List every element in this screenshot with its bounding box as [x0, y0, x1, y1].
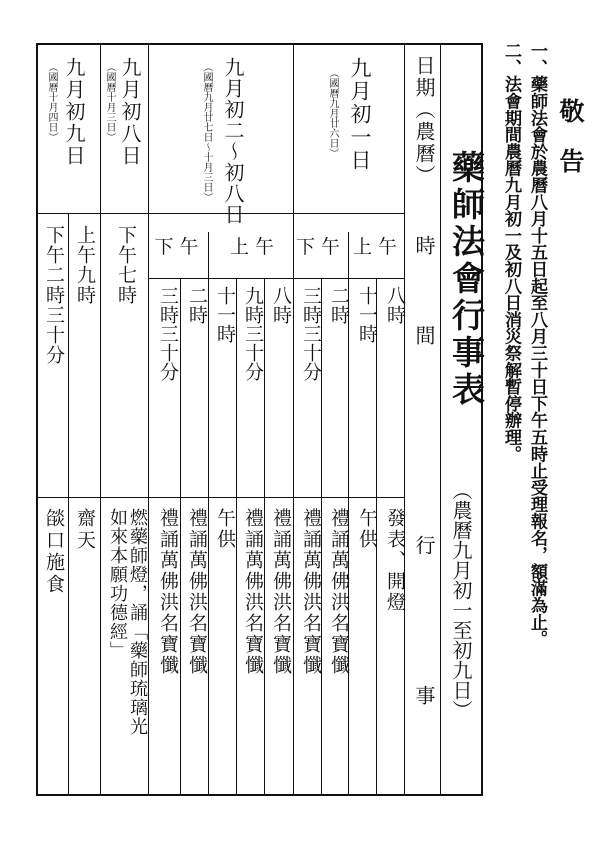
- day1-date: 九月初一日: [348, 57, 372, 172]
- day2-time-2: 九時三十分: [242, 286, 264, 381]
- day1-gregorian: （國曆九月廿六日）: [327, 68, 338, 158]
- day3-event-line-2: 如來本願功德經」: [107, 508, 128, 660]
- day2-time-5: 三時三十分: [157, 286, 179, 381]
- day3-time: 下午七時: [115, 225, 137, 305]
- day4-time-1: 上午九時: [74, 225, 96, 305]
- day4-event-2: 燄口施食: [43, 508, 65, 596]
- day2-event-5: 禮誦萬佛洪名寶懺: [157, 508, 179, 676]
- day4-gregorian: （國曆十月四日）: [46, 62, 57, 142]
- day2-time-4: 二時: [186, 286, 208, 324]
- day1-event-1: 發表、開燈: [384, 508, 406, 613]
- day4-event-1: 齋天: [74, 508, 96, 552]
- header-time: 時 間: [412, 235, 436, 355]
- day2-event-2: 禮誦萬佛洪名寶懺: [242, 508, 264, 676]
- day1-time-2: 十一時: [356, 286, 378, 343]
- notice-item-1: 一、藥師法會於農曆八月十五日起至八月三十日下午五時止受理報名，額滿為止。: [527, 42, 547, 647]
- notice-heading: 敬 告: [556, 98, 585, 173]
- day4-date: 九月初九日: [62, 57, 86, 167]
- day1-time-3: 二時: [328, 286, 350, 324]
- day2-time-3: 十一時: [214, 286, 236, 343]
- day2-event-4: 禮誦萬佛洪名寶懺: [186, 508, 208, 676]
- day2-event-3: 午供: [214, 508, 236, 550]
- day1-event-2: 午供: [356, 508, 378, 550]
- day1-am-period: 上午: [353, 236, 404, 258]
- day2-pm-period: 下午: [154, 236, 205, 258]
- day1-time-1: 八時: [384, 286, 406, 324]
- day2-am-period: 上午: [229, 236, 280, 258]
- day3-event-line-1: 燃藥師燈，誦「藥師琉璃光: [127, 508, 148, 736]
- header-date: 日期（農曆）: [412, 55, 436, 187]
- day1-event-4: 禮誦萬佛洪名寶懺: [300, 508, 322, 676]
- header-event: 行 事: [412, 535, 436, 735]
- day1-pm-period: 下午: [296, 236, 347, 258]
- notice-item-2: 二、法會期間農曆九月初一及初八日消災祭解暫停辦理。: [501, 42, 521, 463]
- table-title: 藥師法會行事表: [447, 150, 486, 409]
- day1-event-3: 禮誦萬佛洪名寶懺: [328, 508, 350, 676]
- day3-date: 九月初八日: [118, 57, 142, 167]
- day3-gregorian: （國曆十月三日）: [104, 62, 115, 142]
- day2-time-1: 八時: [270, 286, 292, 324]
- day2-date: 九月初二～初八日: [221, 57, 245, 225]
- day4-time-2: 下午二時三十分: [43, 225, 65, 365]
- day2-gregorian: （國曆九月廿七日～十月三日）: [201, 62, 212, 202]
- table-subtitle: （農曆九月初一至初九日）: [449, 480, 473, 720]
- day1-time-4: 三時三十分: [300, 286, 322, 381]
- day2-event-1: 禮誦萬佛洪名寶懺: [270, 508, 292, 676]
